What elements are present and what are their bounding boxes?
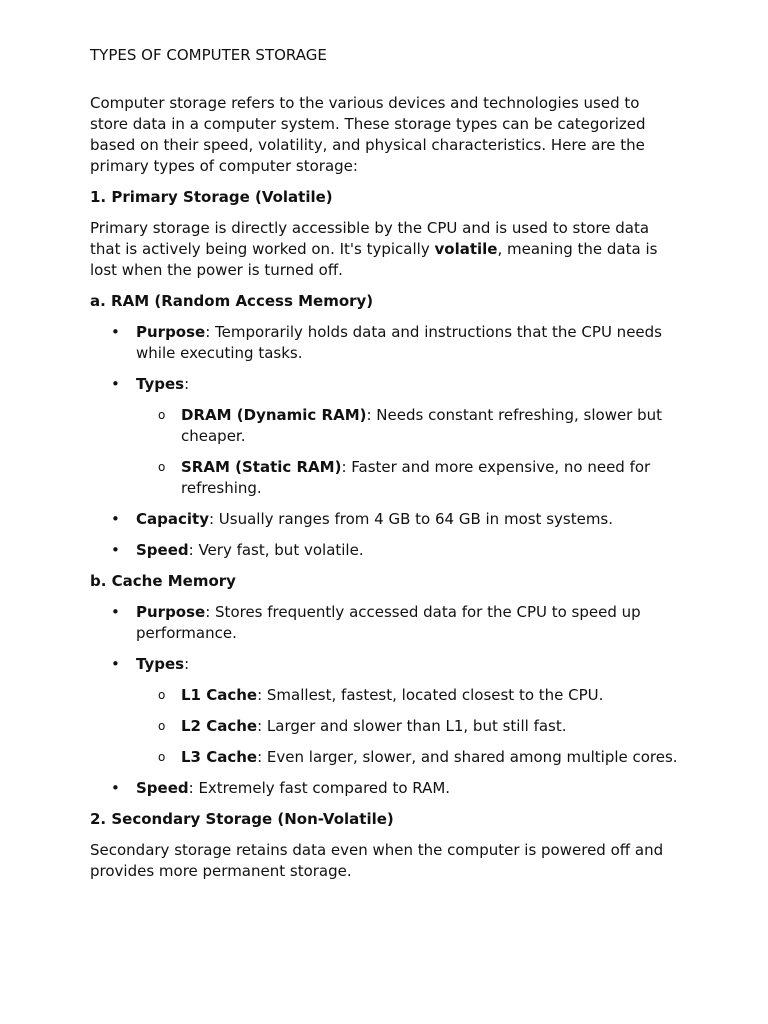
- bullet-icon: •: [111, 779, 120, 797]
- bullet-icon: •: [111, 541, 120, 559]
- ram-list: [90, 322, 678, 561]
- item-text: : Usually ranges from 4 GB to 64 GB in most systems.: [208, 510, 614, 528]
- bullet-icon: •: [111, 510, 120, 528]
- document-title: TYPES OF COMPUTER STORAGE: [90, 46, 327, 64]
- bullet-icon: •: [111, 375, 120, 393]
- item-label: Types: [136, 655, 185, 673]
- item-text: : Stores frequently accessed data for the CPU to speed up performance.: [136, 603, 641, 642]
- intro-paragraph: Computer storage refers to the various devices and technologies used to store data in a computer system. These storage types can be categorized based on their speed, volatility, and physical characteristics. Here are the primary types of computer storage:: [90, 94, 646, 175]
- secondary-storage-paragraph: Secondary storage retains data even when the computer is powered off and provides more permanent storage.: [90, 841, 664, 880]
- sub-bullet-icon: o: [158, 750, 166, 764]
- cache-type-l2: [136, 716, 678, 737]
- item-text: : Temporarily holds data and instructions that the CPU needs while executing tasks.: [136, 323, 662, 362]
- item-label: Speed: [136, 779, 189, 797]
- ram-heading: a. RAM (Random Access Memory): [90, 292, 374, 310]
- sub-bullet-icon: o: [158, 408, 166, 422]
- cache-speed-item: [90, 778, 678, 799]
- item-label: Capacity: [136, 510, 209, 528]
- primary-text-start: Primary storage is directly accessible by the CPU and is used to store data that is actively being worked on. It's typically: [90, 219, 650, 258]
- item-text: :: [184, 655, 190, 673]
- ram-capacity-item: [90, 509, 678, 530]
- cache-list: [90, 602, 678, 799]
- ram-types-item: [90, 374, 678, 499]
- item-label: L2 Cache: [181, 717, 258, 735]
- item-label: DRAM (Dynamic RAM): [181, 406, 367, 424]
- item-label: Purpose: [136, 603, 206, 621]
- bullet-icon: •: [111, 603, 120, 621]
- item-label: Speed: [136, 541, 189, 559]
- cache-purpose-item: [90, 602, 678, 644]
- item-label: L1 Cache: [181, 686, 258, 704]
- ram-types-sublist: [136, 405, 678, 499]
- ram-speed-item: [90, 540, 678, 561]
- ram-type-sram: [136, 457, 678, 499]
- sub-bullet-icon: o: [158, 688, 166, 702]
- item-label: Purpose: [136, 323, 206, 341]
- item-text: :: [184, 375, 190, 393]
- ram-type-dram: [136, 405, 678, 447]
- item-label: L3 Cache: [181, 748, 258, 766]
- item-text: : Even larger, slower, and shared among multiple cores.: [257, 748, 678, 766]
- item-text: : Needs constant refreshing, slower but cheaper.: [181, 406, 663, 445]
- item-text: : Very fast, but volatile.: [188, 541, 364, 559]
- cache-types-item: [90, 654, 678, 768]
- item-text: : Smallest, fastest, located closest to the CPU.: [257, 686, 604, 704]
- item-label: SRAM (Static RAM): [181, 458, 342, 476]
- cache-type-l1: [136, 685, 678, 706]
- bullet-icon: •: [111, 655, 120, 673]
- item-text: : Faster and more expensive, no need for refreshing.: [181, 458, 651, 497]
- item-text: : Larger and slower than L1, but still fast.: [257, 717, 567, 735]
- sub-bullet-icon: o: [158, 460, 166, 474]
- primary-text-end: , meaning the data is lost when the power is turned off.: [90, 240, 658, 279]
- primary-text-bold: volatile: [434, 240, 498, 258]
- secondary-storage-heading: 2. Secondary Storage (Non-Volatile): [90, 810, 394, 828]
- cache-types-sublist: [136, 685, 678, 768]
- cache-heading: b. Cache Memory: [90, 572, 236, 590]
- primary-storage-paragraph: [90, 218, 678, 281]
- sub-bullet-icon: o: [158, 719, 166, 733]
- ram-purpose-item: [90, 322, 678, 364]
- bullet-icon: •: [111, 323, 120, 341]
- cache-type-l3: [136, 747, 678, 768]
- primary-storage-heading: 1. Primary Storage (Volatile): [90, 188, 333, 206]
- item-text: : Extremely fast compared to RAM.: [188, 779, 451, 797]
- item-label: Types: [136, 375, 185, 393]
